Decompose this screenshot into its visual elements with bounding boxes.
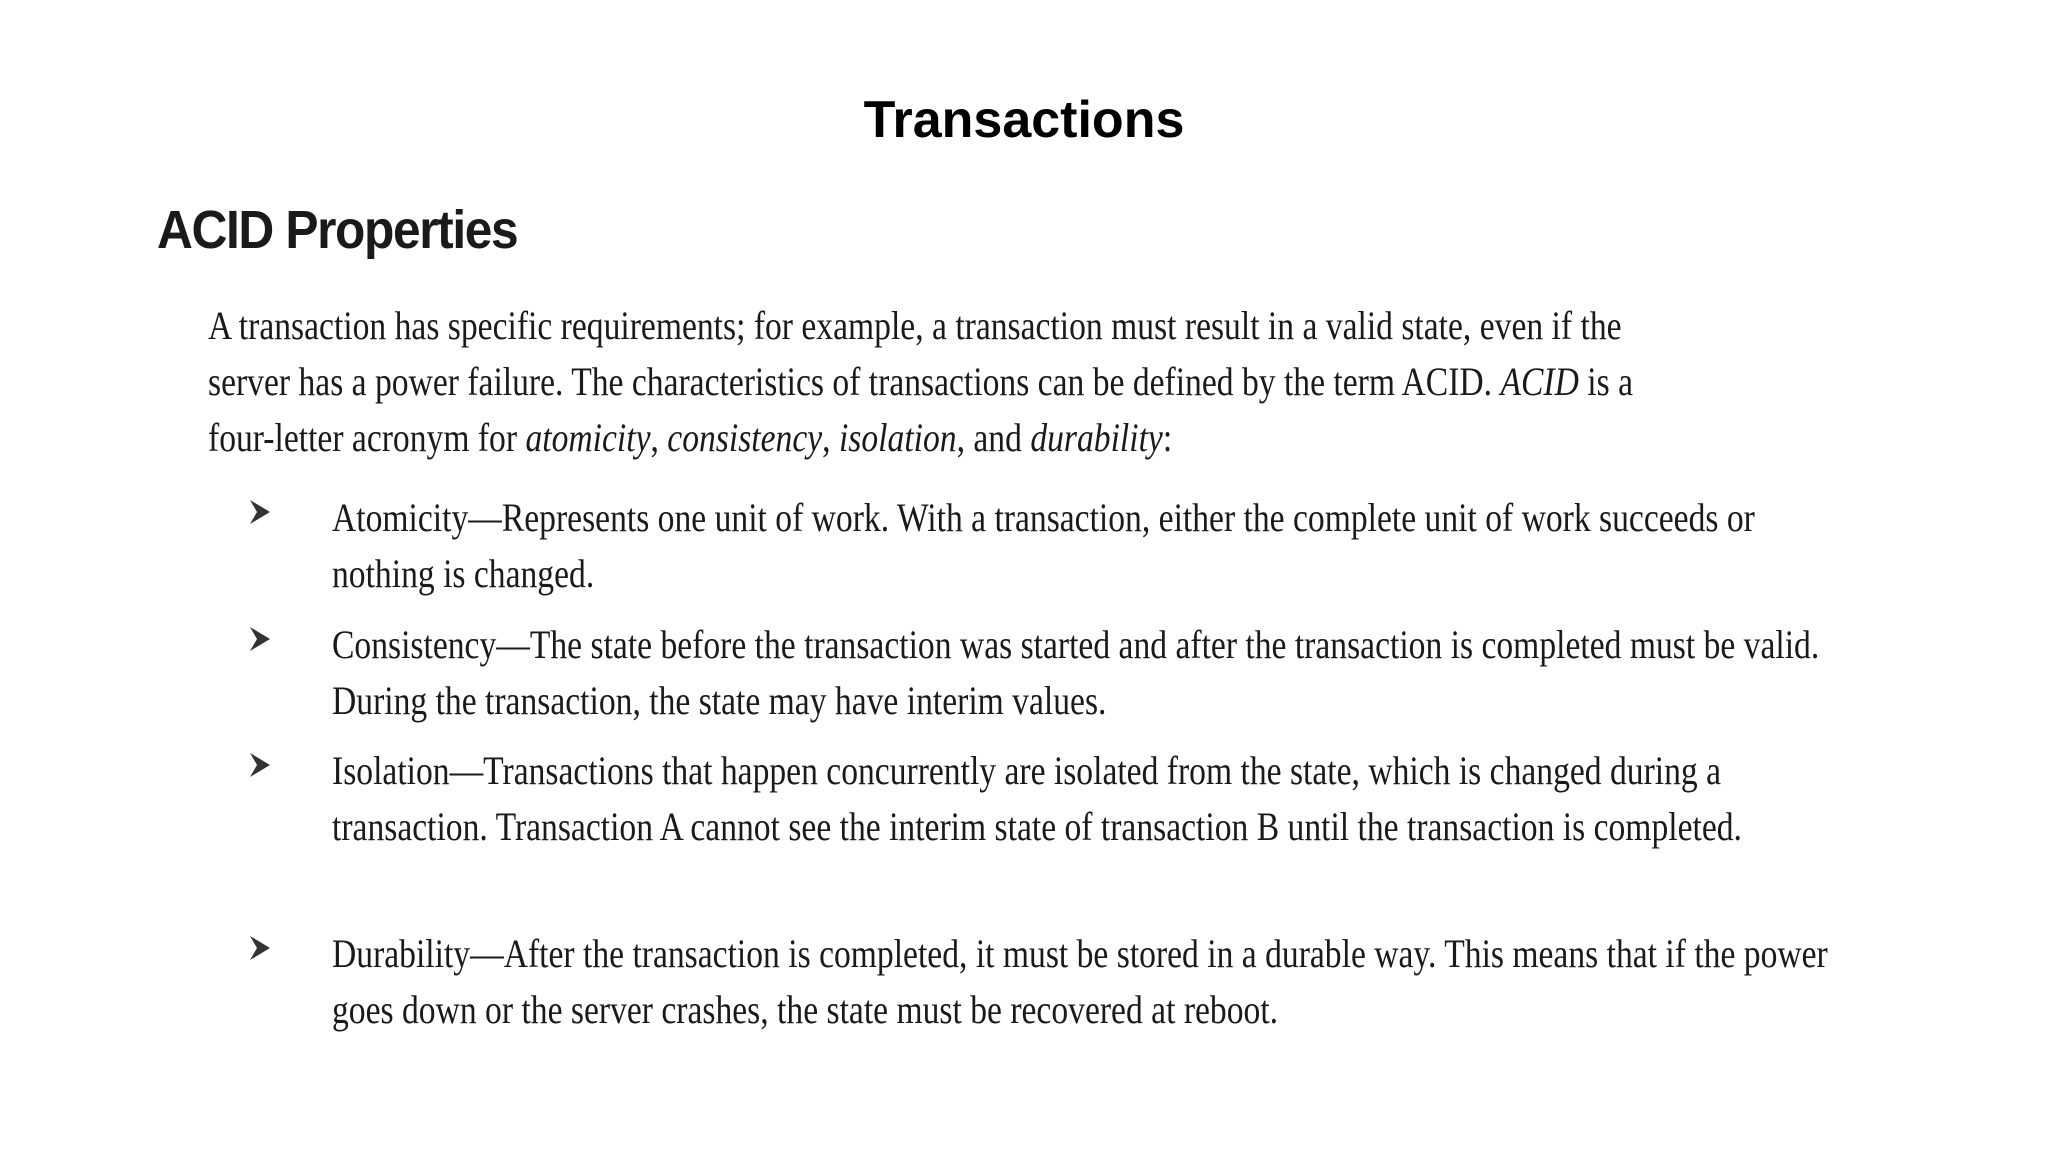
- bullet-text: Isolation—Transactions that happen concurrently are isolated from the state, which is changed during a transaction. Transaction A cannot see the interim state of transaction B until the transaction is completed.: [332, 748, 1742, 849]
- bullet-text: Durability—After the transaction is completed, it must be stored in a durable way. This means that if the power goes down or the server crashes, the state must be recovered at reboot.: [332, 931, 1828, 1032]
- intro-text-2: is a four-letter acronym for: [208, 359, 1633, 460]
- consistency-term: consistency: [667, 415, 823, 460]
- bullet-text: Atomicity—Represents one unit of work. With a transaction, either the complete unit of work succeeds or nothing is changed.: [332, 495, 1755, 596]
- chevron-right-icon: [248, 625, 272, 653]
- chevron-right-icon: [248, 498, 272, 526]
- acid-term: ACID: [1500, 359, 1579, 404]
- intro-colon: :: [1162, 415, 1173, 460]
- intro-paragraph: [208, 298, 1636, 466]
- section-heading: ACID Properties: [157, 200, 518, 260]
- separator: ,: [650, 415, 668, 460]
- intro-text: A transaction has specific requirements; for example, a transaction must result in a valid state, even if the server has a power failure. The characteristics of transactions can be defined by the term ACID.: [208, 303, 1622, 404]
- separator: ,: [822, 415, 839, 460]
- slide-title: Transactions: [863, 91, 1185, 149]
- isolation-term: isolation: [838, 415, 957, 460]
- chevron-right-icon: [248, 934, 272, 962]
- chevron-right-icon: [248, 751, 272, 779]
- separator: , and: [956, 415, 1031, 460]
- atomicity-term: atomicity: [525, 415, 651, 460]
- durability-term: durability: [1030, 415, 1163, 460]
- bullet-text: Consistency—The state before the transaction was started and after the transaction is completed must be valid. During the transaction, the state may have interim values.: [332, 622, 1820, 723]
